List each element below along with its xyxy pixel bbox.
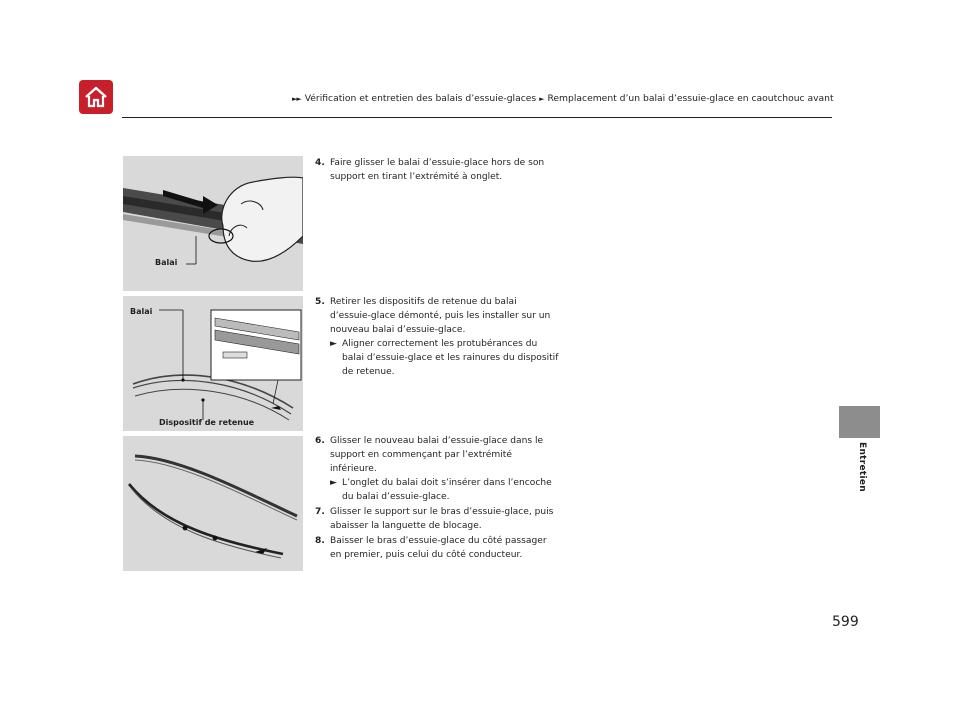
note-arrow-icon: ►	[330, 339, 337, 349]
retainer-illustration	[123, 296, 303, 431]
step-5	[315, 295, 560, 379]
step-note	[330, 337, 560, 379]
step-text: Baisser le bras d’essuie-glace du côté passager en premier, puis celui du côté conducteur.	[330, 536, 547, 560]
step-text: Glisser le nouveau balai d’essuie-glace dans le support en commençant par l’extrémité inférieure.	[330, 436, 544, 474]
step-note	[330, 476, 560, 504]
home-button[interactable]	[79, 80, 113, 114]
breadcrumb-link-1[interactable]: Vérification et entretien des balais d’essuie-glaces	[304, 93, 537, 104]
step-number: 5.	[315, 297, 325, 307]
wiper-blade-illustration	[123, 156, 303, 291]
breadcrumb-arrow-icon: ►►	[292, 95, 301, 103]
breadcrumb	[292, 93, 840, 104]
chapter-tab-label: Entretien	[857, 442, 867, 492]
figure-retainers	[123, 296, 303, 431]
step-number: 8.	[315, 536, 325, 546]
figure-insert-blade	[123, 436, 303, 571]
note-text: Aligner correctement les protubérances du balai d’essuie-glace et les rainures du dispositif de retenue.	[342, 339, 559, 377]
note-arrow-icon: ►	[330, 478, 337, 488]
step-number: 6.	[315, 436, 325, 446]
note-text: L’onglet du balai doit s’insérer dans l’encoche du balai d’essuie-glace.	[342, 478, 552, 502]
step-4	[315, 156, 560, 184]
header-divider	[122, 117, 832, 118]
breadcrumb-separator-icon: ►	[539, 95, 544, 103]
new-blade-illustration	[123, 436, 303, 571]
step-6	[315, 434, 560, 504]
callout-retainer: Dispositif de retenue	[159, 418, 255, 427]
step-number: 4.	[315, 158, 325, 168]
page-number: 599	[832, 614, 859, 630]
step-text: Glisser le support sur le bras d’essuie-glace, puis abaisser la languette de blocage.	[330, 507, 554, 531]
callout-blade: Balai	[130, 307, 153, 316]
breadcrumb-current: Remplacement d’un balai d’essuie-glace en caoutchouc avant	[547, 93, 834, 104]
step-number: 7.	[315, 507, 325, 517]
step-text: Faire glisser le balai d’essuie-glace hors de son support en tirant l’extrémité à onglet.	[330, 158, 545, 182]
step-8	[315, 534, 560, 562]
callout-blade: Balai	[155, 258, 178, 267]
figure-remove-blade	[123, 156, 303, 291]
step-7	[315, 505, 560, 533]
step-text: Retirer les dispositifs de retenue du balai d’essuie-glace démonté, puis les installer sur un nouveau balai d’essuie-glace.	[330, 297, 551, 335]
home-icon	[83, 85, 109, 109]
chapter-tab[interactable]	[839, 406, 880, 438]
